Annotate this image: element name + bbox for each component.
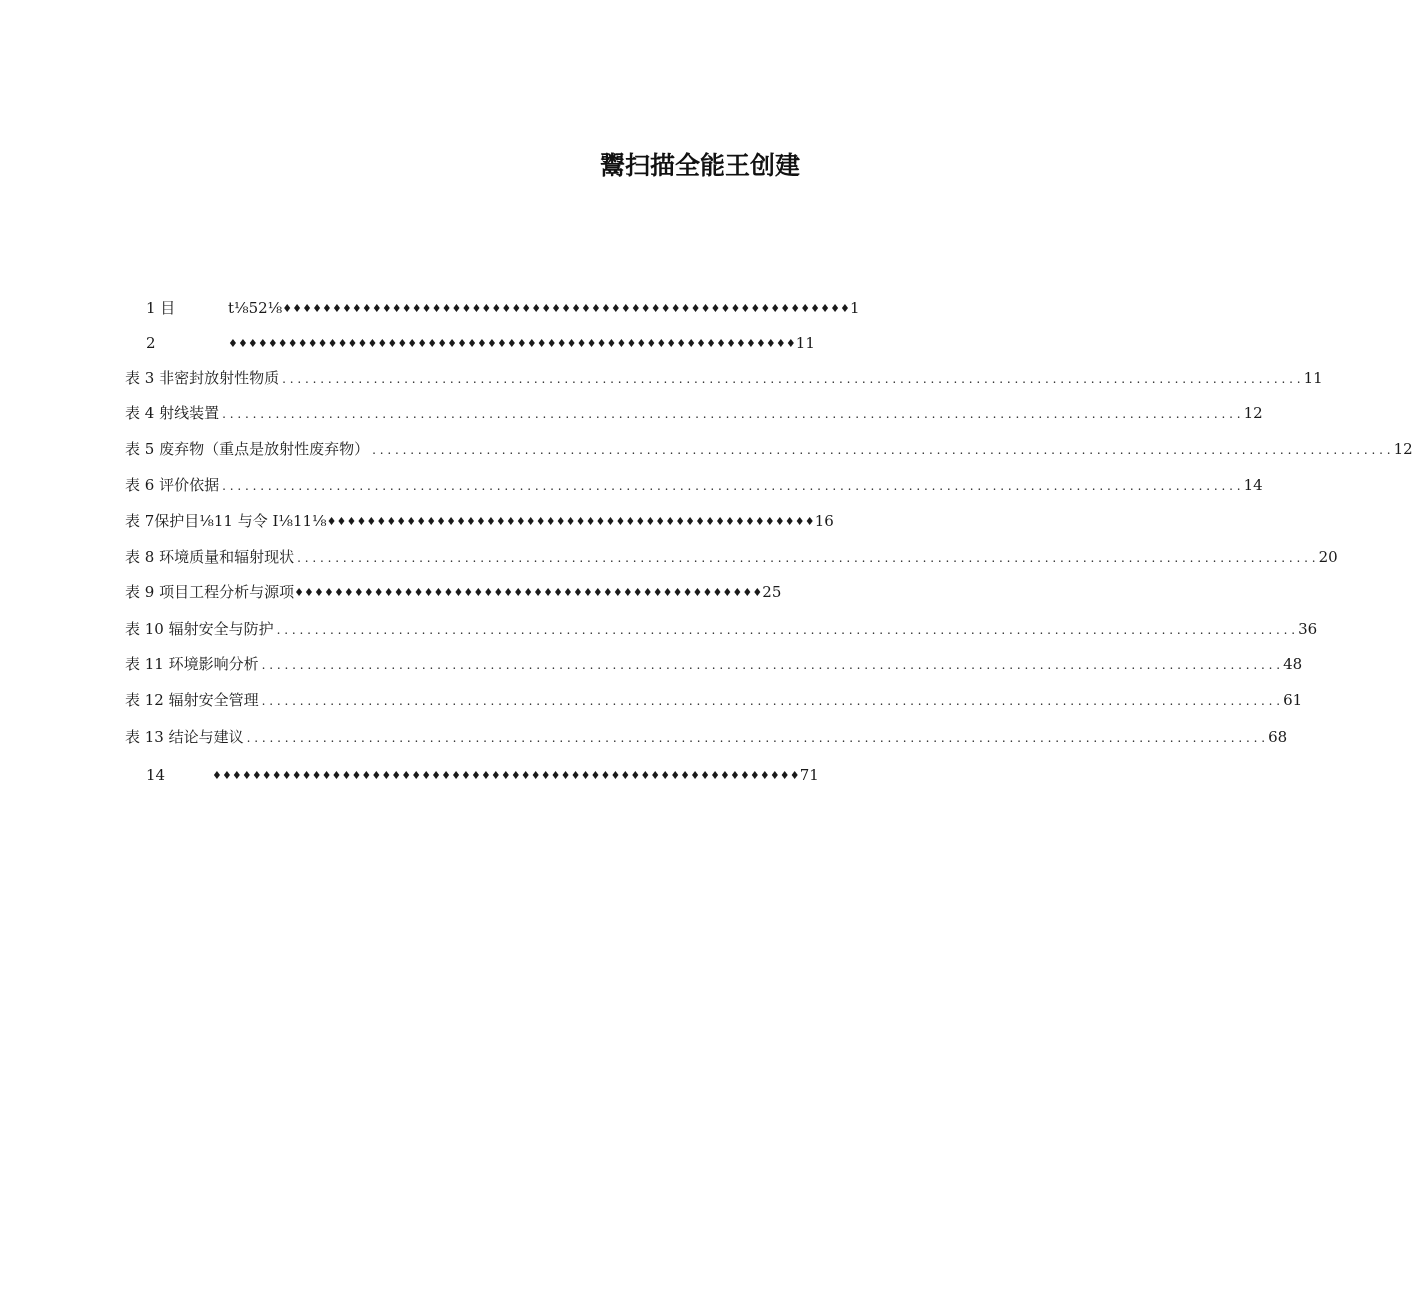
scanner-watermark: 鬻扫描全能王创建 — [600, 151, 801, 180]
toc-entry-page: 71 — [799, 766, 819, 784]
toc-entry-title: 表 12 辐射安全管理 — [125, 691, 259, 709]
toc-entry-title: 表 8 环境质量和辐射现状 — [125, 548, 295, 566]
toc-dot-leader — [294, 546, 1318, 569]
toc-entry-title: 表 10 辐射安全与防护 — [125, 620, 274, 638]
toc-entry-2[interactable] — [146, 332, 826, 354]
toc-entry-6[interactable] — [125, 474, 1263, 496]
toc-entry-page: 68 — [1268, 728, 1288, 746]
toc-entry-1[interactable] — [146, 297, 860, 319]
toc-entry-7[interactable] — [125, 510, 834, 532]
toc-entry-8[interactable] — [125, 546, 1338, 568]
toc-entry-number: 14 — [146, 766, 166, 784]
toc-dot-leader — [244, 726, 1268, 749]
toc-entry-4[interactable] — [125, 402, 1263, 424]
toc-entry-number: 1 目 — [146, 299, 176, 317]
toc-dot-leader — [219, 402, 1243, 425]
toc-entry-title: 表 3 非密封放射性物质 — [125, 369, 280, 387]
toc-entry-page: 12 — [1243, 404, 1263, 422]
toc-entry-page: 25 — [762, 583, 782, 601]
toc-leader: ♦♦♦♦♦♦♦♦♦♦♦♦♦♦♦♦♦♦♦♦♦♦♦♦♦♦♦♦♦♦♦♦♦♦♦♦♦♦♦♦♦♦♦♦♦♦♦♦♦ — [326, 515, 815, 528]
toc-entry-13[interactable] — [125, 726, 1288, 748]
toc-entry-title: t⅛52⅛ — [228, 299, 283, 317]
toc-entry-number: 2 — [146, 334, 156, 352]
toc-entry-5[interactable] — [125, 438, 1413, 460]
toc-entry-page: 14 — [1243, 476, 1263, 494]
toc-dot-leader — [274, 618, 1298, 641]
toc-entry-page: 12 — [1393, 440, 1413, 458]
toc-entry-12[interactable] — [125, 689, 1303, 711]
toc-entry-page: 48 — [1283, 655, 1303, 673]
toc-entry-3[interactable] — [125, 367, 1323, 389]
toc-leader: ♦♦♦♦♦♦♦♦♦♦♦♦♦♦♦♦♦♦♦♦♦♦♦♦♦♦♦♦♦♦♦♦♦♦♦♦♦♦♦♦♦♦♦♦♦♦♦♦♦♦♦♦♦♦♦♦♦♦♦ — [212, 769, 800, 782]
toc-entry-page: 1 — [850, 299, 860, 317]
toc-entry-9[interactable] — [125, 581, 825, 603]
toc-entry-11[interactable] — [125, 653, 1303, 675]
toc-dot-leader — [259, 689, 1283, 712]
toc-entry-page: 11 — [795, 334, 815, 352]
toc-entry-title: 表 7保护目⅛11 与令 I⅛11⅛ — [125, 512, 327, 530]
toc-dot-leader — [279, 367, 1303, 390]
toc-entry-page: 36 — [1298, 620, 1318, 638]
toc-entry-title: 表 4 射线装置 — [125, 404, 220, 422]
toc-entry-title: 表 5 废弃物（重点是放射性废弃物） — [125, 440, 370, 458]
toc-entry-title: 表 13 结论与建议 — [125, 728, 244, 746]
toc-dot-leader — [219, 474, 1243, 497]
toc-entry-page: 20 — [1318, 548, 1338, 566]
toc-entry-page: 11 — [1303, 369, 1323, 387]
toc-dot-leader — [259, 653, 1283, 676]
toc-entry-title: 表 9 项目工程分析与源项 — [125, 583, 295, 601]
toc-leader: ♦♦♦♦♦♦♦♦♦♦♦♦♦♦♦♦♦♦♦♦♦♦♦♦♦♦♦♦♦♦♦♦♦♦♦♦♦♦♦♦♦♦♦♦♦♦♦♦♦♦♦♦♦♦♦♦♦ — [282, 302, 850, 315]
toc-entry-title: 表 11 环境影响分析 — [125, 655, 259, 673]
toc-entry-14[interactable] — [146, 764, 826, 786]
toc-entry-page: 16 — [814, 512, 834, 530]
toc-entry-10[interactable] — [125, 618, 1318, 640]
toc-dot-leader — [369, 438, 1393, 461]
toc-entry-page: 61 — [1283, 691, 1303, 709]
toc-leader: ♦♦♦♦♦♦♦♦♦♦♦♦♦♦♦♦♦♦♦♦♦♦♦♦♦♦♦♦♦♦♦♦♦♦♦♦♦♦♦♦♦♦♦♦♦♦♦ — [294, 586, 763, 599]
toc-entry-title: 表 6 评价依据 — [125, 476, 220, 494]
toc-leader: ♦♦♦♦♦♦♦♦♦♦♦♦♦♦♦♦♦♦♦♦♦♦♦♦♦♦♦♦♦♦♦♦♦♦♦♦♦♦♦♦♦♦♦♦♦♦♦♦♦♦♦♦♦♦♦♦♦ — [228, 337, 796, 350]
